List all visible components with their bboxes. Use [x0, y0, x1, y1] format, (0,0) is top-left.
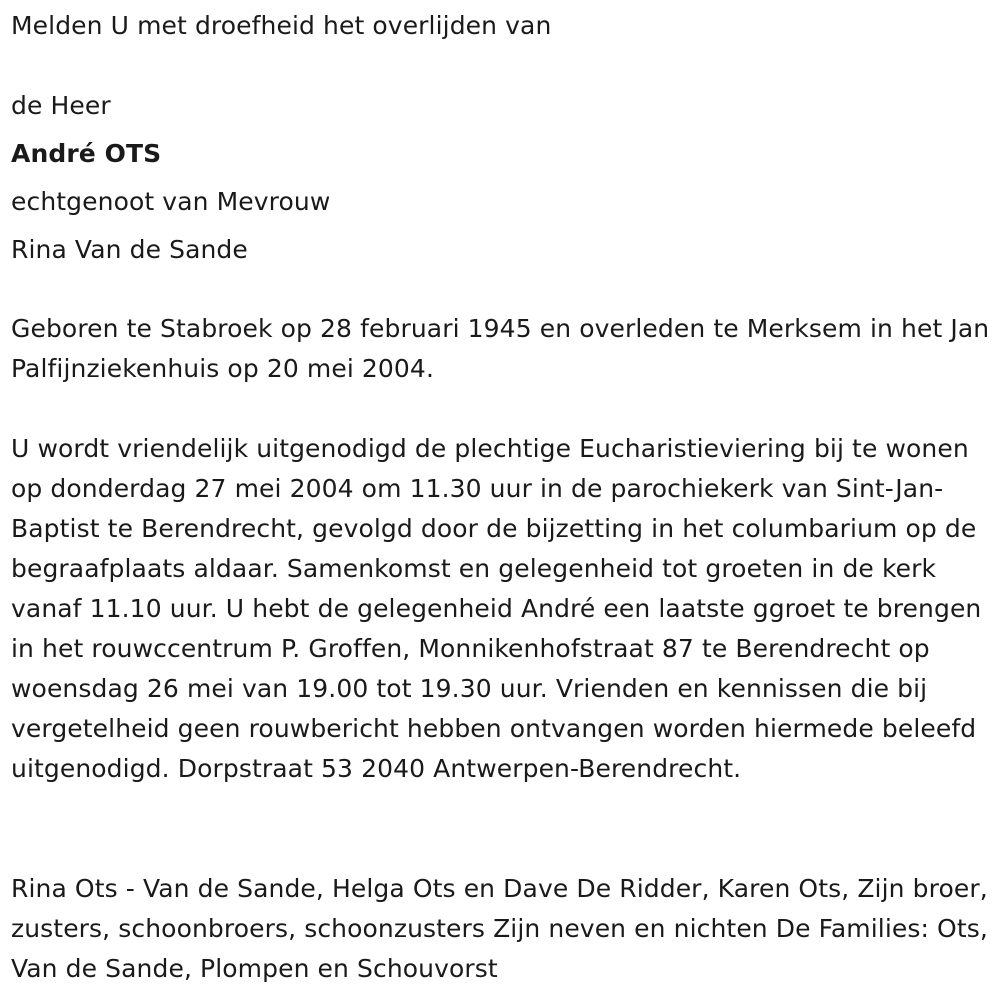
ceremony-paragraph: U wordt vriendelijk uitgenodigd de plechtige Eucharistieviering bij te wonen op donderdag 27 mei 2004 om 11.30 uur in de parochiekerk van Sint-Jan-Baptist te Berendrecht, gevolgd door de bijzetting in het columbarium op de begraafplaats aldaar. Samenkomst en gelegenheid tot groeten in de kerk vanaf 11.10 uur. U hebt de gelegenheid André een laatste ggroet te brengen in het rouwccentrum P. Groffen, Monnikenhofstraat 87 te Berendrecht op woensdag 26 mei van 19.00 tot 19.30 uur. Vrienden en kennissen die bij vergetelheid geen rouwbericht hebben ontvangen worden hiermede beleefd uitgenodigd. Dorpstraat 53 2040 Antwerpen-Berendrecht. [11, 434, 982, 783]
spouse-name: Rina Van de Sande [11, 235, 248, 264]
title-prefix: de Heer [11, 91, 111, 120]
family-paragraph: Rina Ots - Van de Sande, Helga Ots en Dave De Ridder, Karen Ots, Zijn broer, zusters, schoonbroers, schoonzusters Zijn neven en nichten De Families: Ots, Van de Sande, Plompen en Schouvorst [11, 874, 988, 983]
deceased-name: André OTS [11, 139, 162, 168]
birth-death-paragraph: Geboren te Stabroek op 28 februari 1945 en overleden te Merksem in het Jan Palfijnziekenhuis op 20 mei 2004. [11, 314, 990, 383]
intro-text: Melden U met droefheid het overlijden van [11, 11, 552, 40]
spouse-label: echtgenoot van Mevrouw [11, 187, 331, 216]
